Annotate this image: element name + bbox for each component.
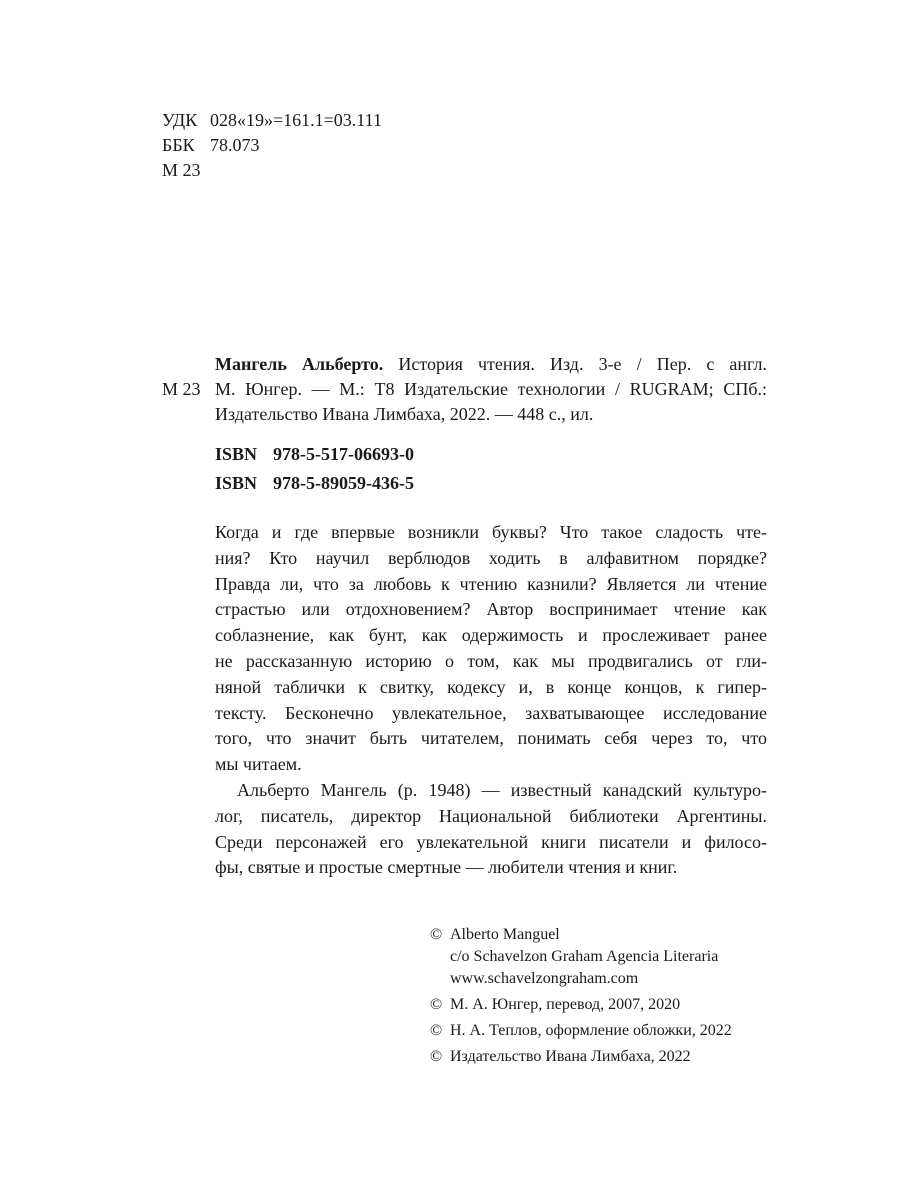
copyright-agency: c/o Schavelzon Graham Agencia Literaria [450,948,719,965]
copyright-publisher-text: Издательство Ивана Лимбаха, 2022 [450,1048,691,1065]
annotation-line: страстью или отдохновением? Автор воспринимает чтение как [215,599,767,620]
copyright-notices [430,924,732,1068]
annotation-line: не рассказанную историю о том, как мы продвигались от гли- [215,650,767,671]
annotation-line: фы, святые и простые смертные — любители чтения и книг. [215,857,678,878]
udk-row [162,108,382,133]
author-name: Мангель Альберто. [215,354,384,374]
copyright-symbol: © [430,1048,443,1065]
isbn-block [215,440,414,498]
copyright-translation [430,994,732,1016]
bibliographic-record [215,352,767,427]
biblio-line-3: Издательство Ивана Лимбаха, 2022. — 448 с., ил. [215,404,594,424]
isbn-label: ISBN [215,444,258,464]
copyright-website: www.schavelzongraham.com [450,970,639,987]
isbn-label: ISBN [215,473,258,493]
copyright-author [430,924,732,946]
copyright-symbol: © [430,996,443,1013]
biblio-line-2: М. Юнгер. — М.: Т8 Издательские технологии / RUGRAM; СПб.: [215,379,767,399]
bbk-row [162,133,382,158]
annotation-line: ния? Кто научил верблюдов ходить в алфавитном порядке? [215,547,767,568]
annotation-line: Когда и где впервые возникли буквы? Что такое сладость чте- [215,522,767,542]
annotation-line: няной таблички к свитку, кодексу и, в конце концов, к гипер- [215,676,767,697]
isbn-row-1 [215,440,414,469]
annotation-line: лог, писатель, директор Национальной библиотеки Аргентины. [215,805,767,826]
udk-label: УДК [162,110,198,130]
annotation-line: того, что значит быть читателем, понимать себя через то, что [215,728,767,749]
copyright-cover [430,1020,732,1042]
annotation-line: Альберто Мангель (р. 1948) — известный канадский культуро- [237,779,767,800]
copyright-author-name: Alberto Manguel [450,926,560,943]
copyright-cover-text: Н. А. Теплов, оформление обложки, 2022 [450,1022,732,1039]
annotation-line: мы читаем. [215,754,302,775]
udk-value: 028«19»=161.1=03.111 [210,110,382,130]
copyright-symbol: © [430,926,443,943]
annotation-line: Среди персонажей его увлекательной книги писатели и филосо- [215,831,767,852]
classification-block [162,108,382,183]
annotation-line: Правда ли, что за любовь к чтению казнили? Является ли чтение [215,573,767,594]
title-edition: История чтения. Изд. 3-е / Пер. с англ. [383,354,767,374]
annotation-line: соблазнение, как бунт, как одержимость и прослеживает ранее [215,625,767,646]
isbn-value: 978-5-89059-436-5 [273,473,414,493]
copyright-translation-text: М. А. Юнгер, перевод, 2007, 2020 [450,996,681,1013]
biblio-line-1 [215,352,767,377]
bbk-value: 78.073 [210,135,260,155]
annotation-line: тексту. Бесконечно увлекательное, захватывающее исследование [215,702,767,723]
isbn-row-2 [215,469,414,498]
cutter-mark: М 23 [162,379,201,399]
annotation [215,520,767,881]
isbn-value: 978-5-517-06693-0 [273,444,414,464]
copyright-publisher [430,1046,732,1068]
bbk-label: ББК [162,135,195,155]
cutter-code: М 23 [162,160,201,180]
copyright-symbol: © [430,1022,443,1039]
